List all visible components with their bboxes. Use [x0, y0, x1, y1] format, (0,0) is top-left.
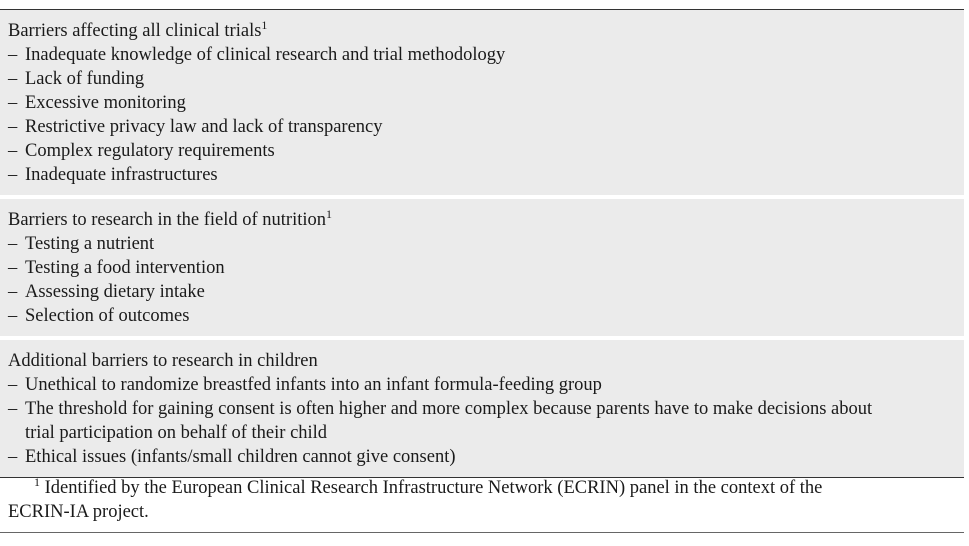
list-item — [8, 280, 964, 304]
list-item-text: Inadequate infrastructures — [25, 165, 218, 185]
barriers-table — [0, 9, 964, 478]
list-item — [8, 43, 964, 67]
footnote-marker: 1 — [34, 474, 40, 489]
list-item-text: Restrictive privacy law and lack of transparency — [25, 117, 383, 137]
list-item-text: Unethical to randomize breastfed infants into an infant formula-feeding group — [25, 375, 602, 395]
list-item-text: Complex regulatory requirements — [25, 141, 275, 161]
list-item-text: Testing a food intervention — [25, 258, 225, 278]
footnote-ref: 1 — [261, 17, 268, 32]
dash-bullet: – — [8, 141, 18, 161]
list-item — [8, 445, 964, 469]
list-item-text: Ethical issues (infants/small children cannot give consent) — [25, 447, 456, 467]
list-item — [8, 67, 964, 91]
section-all-clinical-trials — [0, 10, 964, 195]
footnote-line-2: ECRIN-IA project. — [8, 502, 149, 522]
section-heading — [8, 208, 964, 232]
dash-bullet: – — [8, 165, 18, 185]
list-item — [8, 232, 964, 256]
dash-bullet: – — [8, 447, 18, 467]
list-item-text: Assessing dietary intake — [25, 282, 205, 302]
dash-bullet: – — [8, 375, 18, 395]
list-item-text: Testing a nutrient — [25, 234, 155, 254]
dash-bullet: – — [8, 93, 18, 113]
list-item — [8, 373, 964, 397]
list-item-text: Selection of outcomes — [25, 306, 190, 326]
list-item — [8, 256, 964, 280]
dash-bullet: – — [8, 258, 18, 278]
list-item — [8, 91, 964, 115]
list-item — [8, 397, 964, 445]
dash-bullet: – — [8, 117, 18, 137]
section-heading — [8, 19, 964, 43]
list-item — [8, 115, 964, 139]
bottom-rule — [0, 532, 964, 533]
list-item-text: Inadequate knowledge of clinical research and trial methodology — [25, 45, 506, 65]
section-nutrition-research — [0, 199, 964, 336]
section-children-research — [0, 340, 964, 477]
list-item — [8, 139, 964, 163]
list-item — [8, 304, 964, 328]
dash-bullet: – — [8, 69, 18, 89]
dash-bullet: – — [8, 306, 18, 326]
footnote-text: Identified by the European Clinical Research Infrastructure Network (ECRIN) panel in the context of the — [44, 478, 823, 498]
dash-bullet: – — [8, 399, 18, 419]
list-item-text: The threshold for gaining consent is often higher and more complex because parents have to make decisions about trial participation on behalf of their child — [25, 399, 873, 443]
footnote-ref: 1 — [326, 206, 332, 221]
section-heading-text: Additional barriers to research in children — [8, 351, 318, 371]
section-heading-text: Barriers to research in the field of nutrition — [8, 210, 326, 230]
dash-bullet: – — [8, 45, 18, 65]
dash-bullet: – — [8, 234, 18, 254]
list-item-text: Excessive monitoring — [25, 93, 186, 113]
list-item — [8, 163, 964, 187]
section-heading-text: Barriers affecting all clinical trials — [8, 21, 262, 41]
table-footnote — [8, 476, 952, 524]
footnote-line-1 — [8, 476, 952, 500]
list-item-text: Lack of funding — [25, 69, 145, 89]
section-heading — [8, 349, 964, 373]
dash-bullet: – — [8, 282, 18, 302]
